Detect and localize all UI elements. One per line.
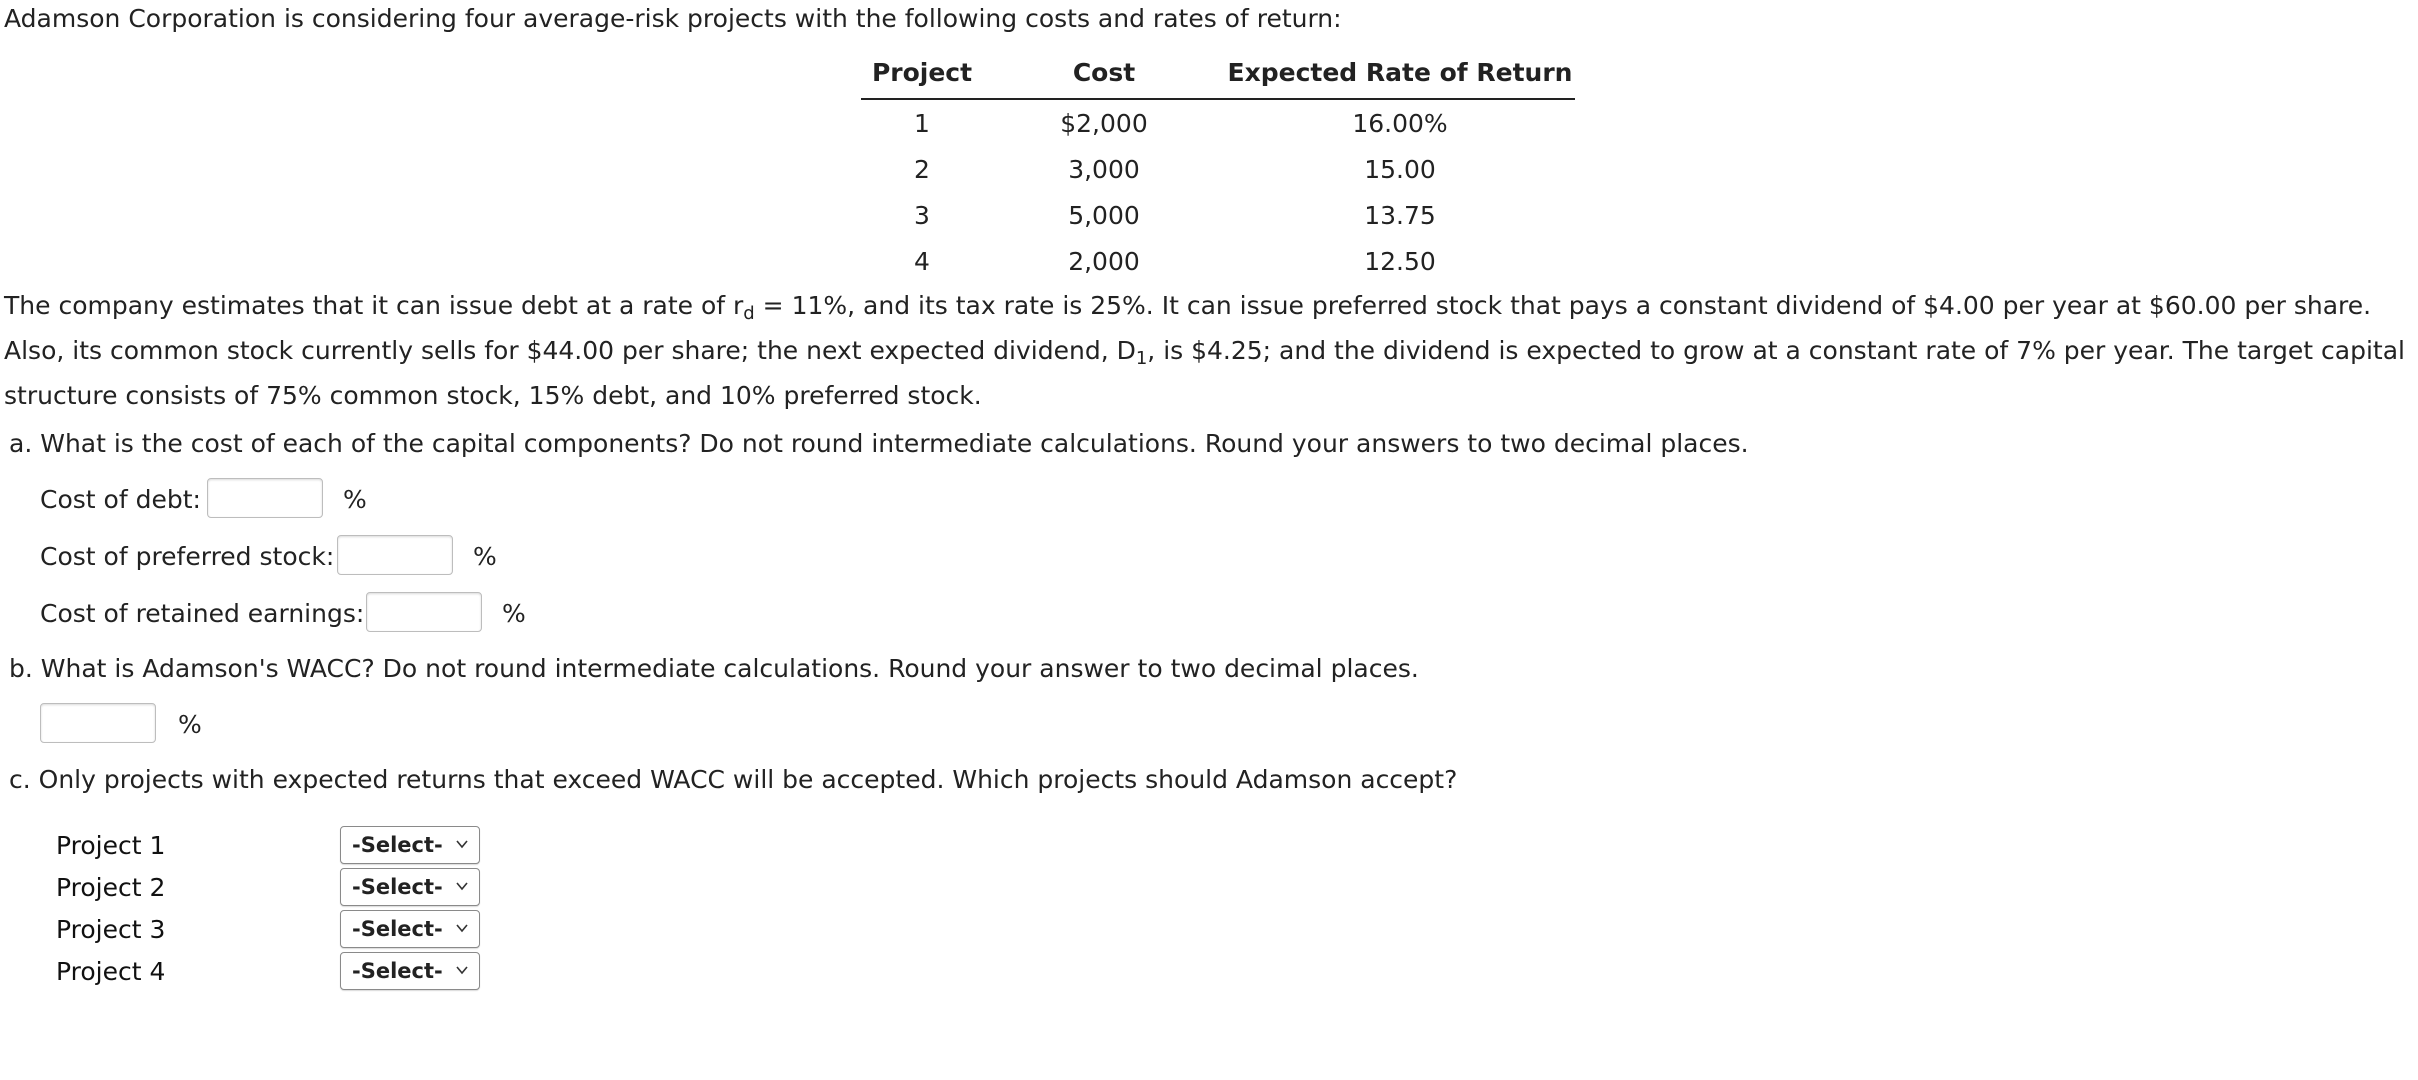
cost-of-preferred-input[interactable]: [337, 535, 453, 575]
project-1-label: Project 1: [56, 831, 166, 860]
wacc-input[interactable]: [40, 703, 156, 743]
question-a-text: What is the cost of each of the capital components? Do not round intermediate calculations. Round your answers to two decimal places.: [32, 429, 1749, 458]
question-a-letter: a.: [9, 429, 33, 458]
cost-of-retained-earnings-unit: %: [502, 599, 526, 628]
cell-cost: 3,000: [1068, 154, 1140, 184]
project-4-selected-value: -Select-: [352, 959, 443, 983]
cost-of-retained-earnings-input[interactable]: [366, 592, 482, 632]
project-1-selected-value: -Select-: [352, 833, 443, 857]
project-2-selected-value: -Select-: [352, 875, 443, 899]
intro-text: Adamson Corporation is considering four average-risk projects with the following costs and rates of return:: [4, 4, 1342, 33]
question-c: [9, 765, 1457, 794]
paragraph-text-1: The company estimates that it can issue debt at a rate of r: [4, 291, 744, 320]
cell-project: 1: [914, 108, 930, 138]
project-1-select[interactable]: [340, 826, 480, 864]
project-3-selected-value: -Select-: [352, 917, 443, 941]
cost-of-debt-input[interactable]: [207, 478, 323, 518]
question-b-letter: b.: [9, 654, 33, 683]
question-b: [9, 654, 1419, 683]
question-c-letter: c.: [9, 765, 31, 794]
subscript-d: d: [743, 303, 755, 324]
cost-of-preferred-label: Cost of preferred stock:: [40, 542, 335, 571]
header-expected-return: Expected Rate of Return: [1225, 58, 1575, 99]
chevron-down-icon: [454, 836, 470, 852]
problem-paragraph: [4, 285, 2414, 417]
cell-project: 3: [914, 200, 930, 230]
cell-return: 13.75: [1364, 200, 1436, 230]
wacc-unit: %: [178, 710, 202, 739]
cost-of-preferred-unit: %: [473, 542, 497, 571]
header-cost: Cost: [983, 58, 1225, 99]
cost-of-debt-label: Cost of debt:: [40, 485, 201, 514]
cell-project: 2: [914, 154, 930, 184]
cell-cost: 5,000: [1068, 200, 1140, 230]
chevron-down-icon: [454, 920, 470, 936]
project-3-label: Project 3: [56, 915, 166, 944]
project-4-label: Project 4: [56, 957, 166, 986]
cost-of-debt-unit: %: [343, 485, 367, 514]
table-row: [861, 238, 1575, 284]
cell-return: 12.50: [1364, 246, 1436, 276]
table-row: [861, 192, 1575, 238]
table-row: [861, 99, 1575, 146]
projects-table: [861, 58, 1575, 284]
question-a: [9, 429, 1749, 458]
cost-of-retained-earnings-label: Cost of retained earnings:: [40, 599, 365, 628]
project-2-label: Project 2: [56, 873, 166, 902]
project-4-select[interactable]: [340, 952, 480, 990]
header-project: Project: [861, 58, 983, 99]
paragraph-text-3: , is $4.25; and the dividend is expected to grow at a constant rate of 7% per year. The target capital structure consists of 75% common stock, 15% debt, and 10% preferred stock.: [4, 336, 2405, 410]
paragraph-text-2: = 11%, and its tax rate is 25%. It can issue preferred stock that pays a constant dividend of $4.00 per year at $60.00 per share. Also, its common stock currently sells for $44.00 per share; the next expected dividend, D: [4, 291, 2372, 365]
chevron-down-icon: [454, 962, 470, 978]
question-b-text: What is Adamson's WACC? Do not round intermediate calculations. Round your answer to two decimal places.: [32, 654, 1419, 683]
cell-cost: 2,000: [1068, 246, 1140, 276]
chevron-down-icon: [454, 878, 470, 894]
question-c-text: Only projects with expected returns that exceed WACC will be accepted. Which projects should Adamson accept?: [30, 765, 1458, 794]
subscript-1: 1: [1135, 348, 1148, 369]
cell-cost: $2,000: [1060, 108, 1148, 138]
cell-project: 4: [914, 246, 930, 276]
cell-return: 15.00: [1364, 154, 1436, 184]
project-3-select[interactable]: [340, 910, 480, 948]
project-2-select[interactable]: [340, 868, 480, 906]
cell-return: 16.00%: [1352, 108, 1448, 138]
table-row: [861, 146, 1575, 192]
table-header-row: [861, 58, 1575, 99]
